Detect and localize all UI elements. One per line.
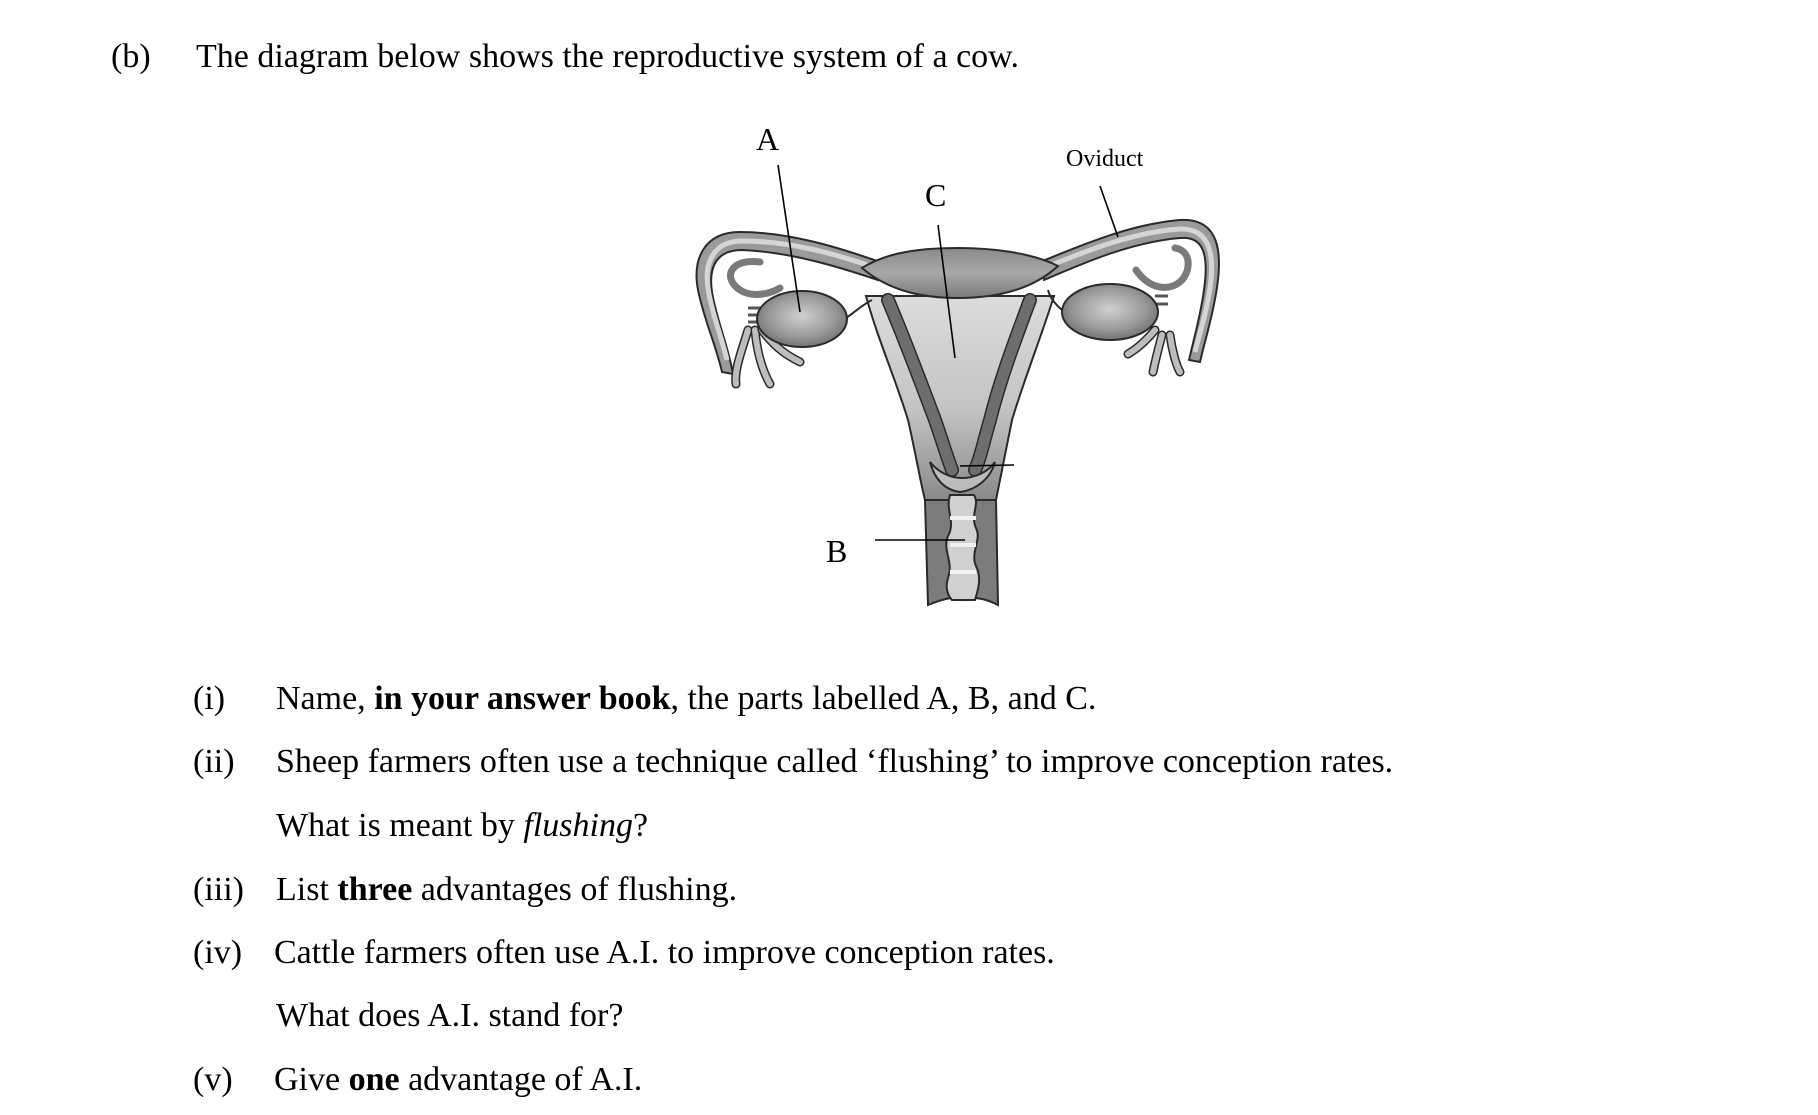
cervix-leader [960,465,1014,466]
left-ovary [757,291,847,347]
vagina [925,495,998,605]
subquestion-i-number: (i) [193,680,226,717]
subquestion-ii-follow-post: ? [632,807,649,844]
subquestion-iii-bold: three [337,871,413,908]
subquestion-v-text [274,1060,642,1100]
subquestion-v-pre: Give [274,1061,349,1098]
subquestion-iv-followup: What does A.I. stand for? [276,997,624,1034]
subquestion-v-bold: one [348,1061,400,1098]
subquestion-iii-number: (iii) [193,871,244,908]
label-oviduct-leader [1100,186,1118,237]
uterus [862,248,1058,500]
subquestion-i-bold: in your answer book [374,680,671,717]
question-intro: The diagram below shows the reproductive system of a cow. [196,38,1020,75]
subquestion-ii-number: (ii) [193,743,235,780]
subquestion-ii-text: Sheep farmers often use a technique called ‘flushing’ to improve conception rates. [276,743,1394,780]
subquestion-i-pre: Name, [276,680,375,717]
subquestion-iii-pre: List [276,871,338,908]
subquestion-iii-text [276,870,737,910]
subquestion-iii-post: advantages of flushing. [412,871,738,908]
label-a: A [756,121,780,157]
subquestion-ii-followup [276,806,648,846]
subquestion-ii-follow-pre: What is meant by [276,807,524,844]
subquestion-v-post: advantage of A.I. [399,1061,643,1098]
label-c: C [925,177,947,213]
subquestion-i-text [276,679,1096,719]
question-part-label: (b) [111,38,151,75]
subquestion-i-post: , the parts labelled A, B, and C. [670,680,1097,717]
subquestion-iv-number: (iv) [193,934,243,971]
subquestion-iv-text: Cattle farmers often use A.I. to improve conception rates. [274,934,1055,971]
subquestion-v-number: (v) [193,1061,233,1098]
subquestion-ii-follow-italic: flushing [523,807,633,844]
right-ovary [1062,284,1158,340]
label-b: B [826,533,848,569]
label-oviduct: Oviduct [1066,146,1144,172]
